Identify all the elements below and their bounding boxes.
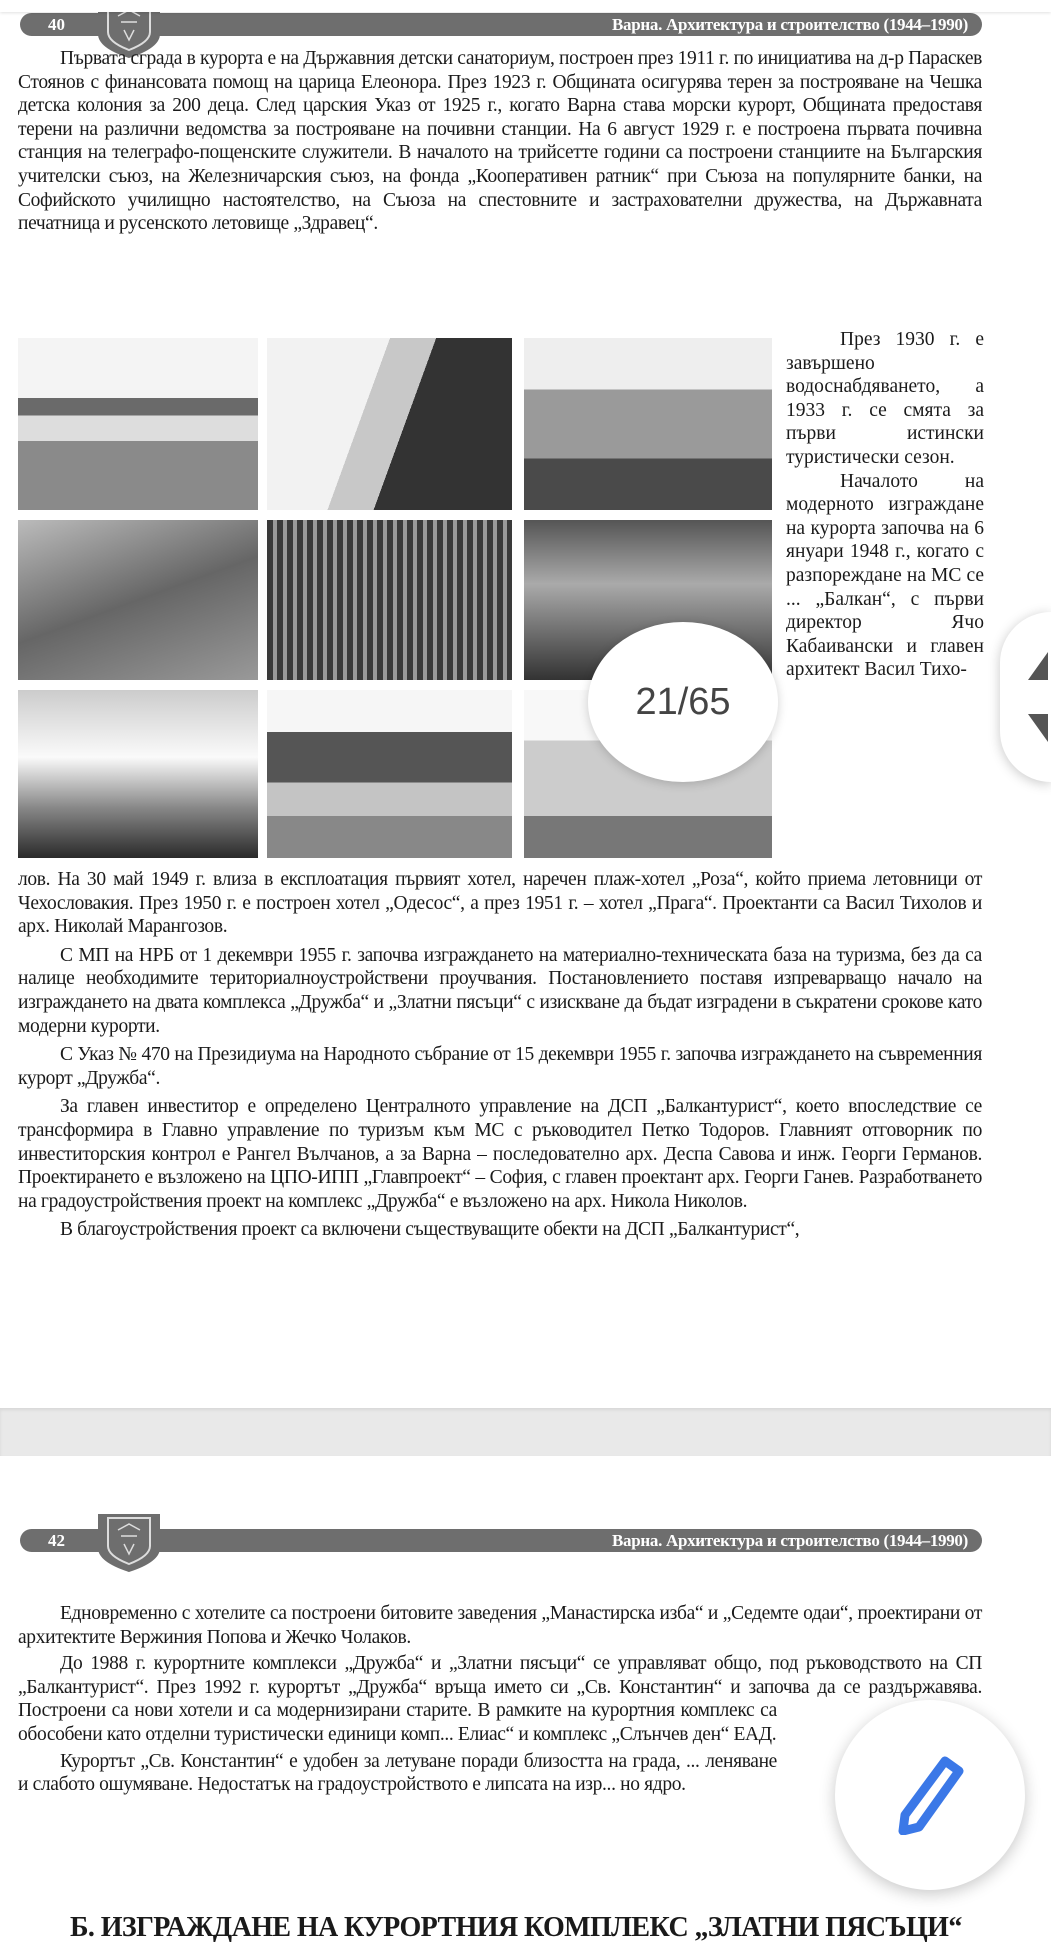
pencil-icon (895, 1755, 965, 1835)
status-strip (0, 0, 1051, 12)
photo-villa (267, 338, 512, 510)
photo-tall-hotel (267, 520, 512, 680)
body-text: Едновременно с хотелите са построени битовите заведения „Манастирска изба“ и „Седемте одаи“, проектирани от архитектите Вержиния Попова и Жечко Чолаков. До 1988 г. курортните комплекси „Дружба“ и „Златни пясъци“ се управляват общо, под ръководството на СП „Балкантурист“. През 1992 г. курортът „Дружба“ връща името си „Св. Константин“ и започва да се раздържавява. Построени са нови хотели и са модернизирани старите. В рамките на курортния комплекс са обособени като отделни туристически единици комп... Елиас“ и комплекс „Слънчев ден“ ЕАД. Курортът „Св. Константин“ е удобен за летуване поради близостта на града, ... леняване и слабото ошумяване. Недостатък на градоустройството е липсата на изр... но ядро. (18, 1602, 982, 1892)
photo-hotel-terrace (524, 338, 772, 510)
running-title: Варна. Архитектура и строителство (1944–1990) (611, 1531, 968, 1550)
varna-emblem-icon (94, 1514, 164, 1572)
scroll-handle-icon (1028, 652, 1051, 742)
body-text: лов. На 30 май 1949 г. влиза в експлоатация първият хотел, наречен плаж-хотел „Роза“, който приема летовници от Чехословакия. През 1950 г. е построен хотел „Одесос“, а през 1951 г. – хотел „Прага“. Проектанти са Васил Тихолов и арх. Николай Марангозов. С МП на НРБ от 1 декември 1955 г. започва изграждането на материално-техническата база на туризма, без да са налице необходимите териториалноустройствени проучвания. Постановлението поставя изпреварващо начало на изграждането на двата комплекса „Дружба“ и „Златни пясъци“ с изискване да бъдат изградени в съкратени срокове като модерни курорти. С Указ № 470 на Президиума на Народното събрание от 15 декември 1955 г. започва изграждането на съвременния курорт „Дружба“. За главен инвеститор е определено Централното управление на ДСП „Балкантурист“, което впоследствие се трансформира в Главно управление по туризъм към МС с ръководител Петко Тодоров. Главният отговорник по инвеститорския контрол е Рангел Вълчанов, а за Варна – последователно арх. Деспа Савова и инж. Георги Германов. Проектирането е възложено на ЦПО-ИПП „Главпроект“ – София, с главен проектант арх. Георги Ганев. Разработването на градоустройствения проект на комплекс „Дружба“ е възложено на арх. Никола Николов. В благоустройствения проект са включени съществуващите обекти на ДСП „Балкантурист“, (18, 869, 982, 1241)
side-column-text: През 1930 г. е завършено водоснабдяването, а 1933 г. се смята за първи истински туристически сезон. Началото на модерното изграждане на курорта започва на 6 януари 1948 г., когато с разпореждане на МС се ... „Балкан“, с първи директор Ячо Кабаивански и главен архитект Васил Тихо- (786, 329, 984, 681)
running-header (20, 13, 982, 36)
running-title: Варна. Архитектура и строителство (1944–1990) (611, 15, 968, 34)
page-indicator: 21/65 (588, 622, 778, 782)
photo-sanatorium (18, 338, 258, 510)
page-separator (0, 1408, 1051, 1456)
photo-beach-hotels (267, 690, 512, 858)
running-header (20, 1529, 982, 1552)
edit-button[interactable] (835, 1700, 1025, 1890)
page-number: 42 (48, 1531, 65, 1550)
page-number: 40 (48, 15, 65, 34)
section-heading: Б. ИЗГРАЖДАНЕ НА КУРОРТНИЯ КОМПЛЕКС „ЗЛАТНИ ПЯСЪЦИ“ (70, 1912, 962, 1943)
photo-building-clouds (18, 690, 258, 858)
intro-paragraph: Първата сграда в курорта е на Държавния детски санаториум, построен през 1911 г. по инициатива на д-р Параскев Стоянов с финансовата помощ на царица Елеонора. През 1923 г. Общината осигурява терен за построяване на Чешка детска колония за 200 деца. След царския Указ от 1925 г., когато Варна става морски курорт, Общината предоставя терени на различни ведомства за построяване на почивни станции. На 6 август 1929 г. е построена първата почивна станция на телеграфо-пощенските служители. В началото на трийсетте години са построени станциите на Българския учителски съюз, на Железничарския съюз, на фонда „Кооперативен ратник“ при Съюза на популярните банки, на Софийското училищно настоятелство, на Съюза на спестовните и застрахователни дружества, на Държавната печатница и русенското летовище „Здравец“. (18, 48, 982, 235)
fast-scroll-handle[interactable] (1000, 612, 1051, 782)
photo-aerial-view (18, 520, 258, 680)
